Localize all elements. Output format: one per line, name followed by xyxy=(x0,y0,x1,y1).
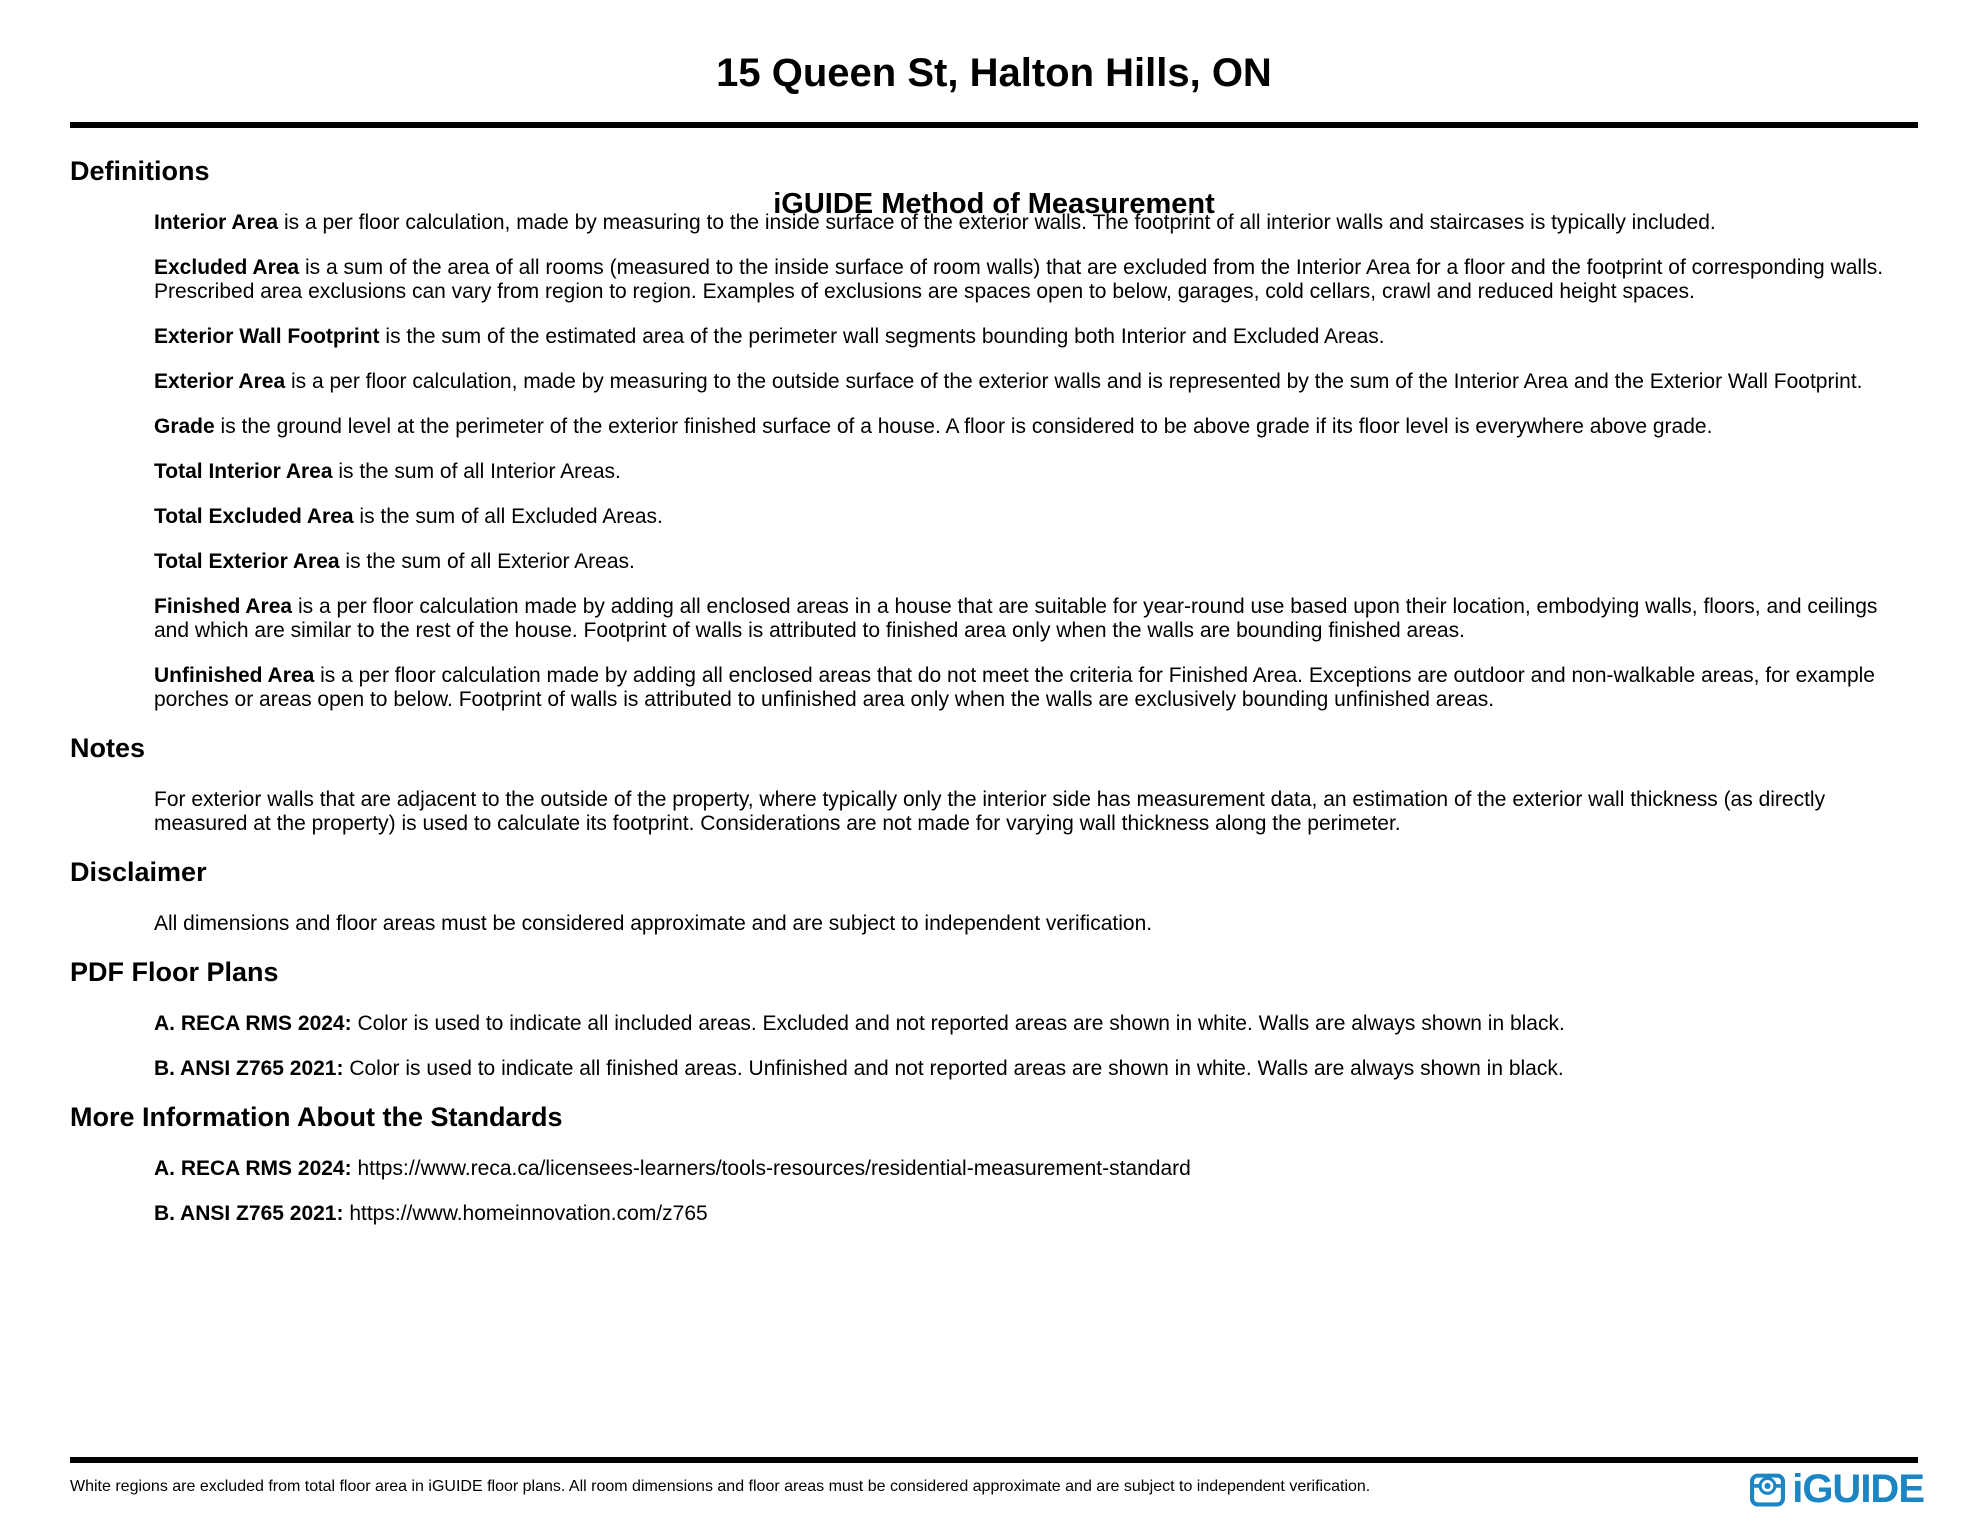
iguide-logo-text: iGUIDE xyxy=(1792,1467,1924,1511)
definition-term: Excluded Area xyxy=(154,256,300,279)
definition-text: is a per floor calculation, made by measuring to the inside surface of the exterior walls. The footprint of all interior walls and staircases is typically included. xyxy=(283,211,1716,234)
method-subtitle: iGUIDE Method of Measurement xyxy=(773,188,1215,220)
definition-text: is the sum of all Exterior Areas. xyxy=(345,550,635,573)
disclaimer-paragraph: All dimensions and floor areas must be considered approximate and are subject to independent verification. xyxy=(154,912,1153,935)
definition-term: Exterior Area xyxy=(154,370,286,393)
notes-heading: Notes xyxy=(70,733,146,763)
definition-text: is a per floor calculation, made by measuring to the outside surface of the exterior walls and is represented by the sum of the Interior Area and the Exterior Wall Footprint. xyxy=(290,370,1863,393)
disclaimer-heading: Disclaimer xyxy=(70,857,207,887)
more-information-heading: More Information About the Standards xyxy=(70,1102,563,1132)
standard-label: A. RECA RMS 2024: xyxy=(154,1157,352,1180)
definition-term: Total Interior Area xyxy=(154,460,333,483)
more-information-item-reca xyxy=(154,1157,1918,1181)
definition-term: Exterior Wall Footprint xyxy=(154,325,380,348)
definition-total-interior-area xyxy=(154,460,1918,484)
standard-text: Color is used to indicate all finished areas. Unfinished and not reported areas are shown in white. Walls are always shown in black. xyxy=(349,1057,1564,1080)
definition-text: is the ground level at the perimeter of the exterior finished surface of a house. A floor is considered to be above grade if its floor level is everywhere above grade. xyxy=(220,415,1713,438)
document-page xyxy=(0,50,1988,1536)
definition-total-excluded-area xyxy=(154,505,1918,529)
notes-paragraph: For exterior walls that are adjacent to the outside of the property, where typically only the interior side has measurement data, an estimation of the exterior wall thickness (as directly measured at the property) is used to calculate its footprint. Considerations are not made for varying wall thickness along the perimeter. xyxy=(154,788,1826,835)
definition-term: Total Exterior Area xyxy=(154,550,340,573)
reca-standard-url[interactable]: https://www.reca.ca/licensees-learners/tools-resources/residential-measurement-standard xyxy=(357,1157,1191,1180)
standard-label: A. RECA RMS 2024: xyxy=(154,1012,352,1035)
definition-exterior-area xyxy=(154,370,1918,394)
definitions-heading: Definitions xyxy=(70,156,210,186)
definition-exterior-wall-footprint xyxy=(154,325,1918,349)
ansi-standard-url[interactable]: https://www.homeinnovation.com/z765 xyxy=(349,1202,708,1225)
definition-text: is a per floor calculation made by adding all enclosed areas in a house that are suitable for year-round use based upon their location, embodying walls, floors, and ceilings and which are similar to the rest of the house. Footprint of walls is attributed to finished area only when the walls are bounding finished areas. xyxy=(154,595,1878,642)
definition-excluded-area xyxy=(154,256,1918,304)
definition-text: is the sum of all Excluded Areas. xyxy=(359,505,663,528)
definition-term: Unfinished Area xyxy=(154,664,315,687)
definition-term: Grade xyxy=(154,415,215,438)
definition-text: is the sum of the estimated area of the perimeter wall segments bounding both Interior and Excluded Areas. xyxy=(385,325,1385,348)
iguide-logo xyxy=(1749,1467,1924,1511)
footer-disclaimer-text: White regions are excluded from total floor area in iGUIDE floor plans. All room dimensions and floor areas must be considered approximate and are subject to independent verification. xyxy=(70,1478,1371,1495)
pdf-floor-plans-item-ansi xyxy=(154,1057,1918,1081)
standard-label: B. ANSI Z765 2021: xyxy=(154,1057,344,1080)
standard-text: Color is used to indicate all included areas. Excluded and not reported areas are shown in white. Walls are always shown in black. xyxy=(357,1012,1565,1035)
page-footer xyxy=(70,1467,1924,1511)
definition-term: Total Excluded Area xyxy=(154,505,354,528)
more-information-item-ansi xyxy=(154,1202,1918,1226)
definition-text: is a sum of the area of all rooms (measured to the inside surface of room walls) that are excluded from the Interior Area for a floor and the footprint of corresponding walls. Prescribed area exclusions can vary from region to region. Examples of exclusions are spaces open to below, garages, cold cellars, crawl and reduced height spaces. xyxy=(154,256,1884,303)
definition-term: Finished Area xyxy=(154,595,293,618)
definition-total-exterior-area xyxy=(154,550,1918,574)
definition-text: is the sum of all Interior Areas. xyxy=(338,460,621,483)
definition-unfinished-area xyxy=(154,664,1918,712)
standard-label: B. ANSI Z765 2021: xyxy=(154,1202,344,1225)
footer-divider xyxy=(70,1457,1918,1463)
header-divider xyxy=(70,122,1918,128)
definition-term: Interior Area xyxy=(154,211,279,234)
pdf-floor-plans-heading: PDF Floor Plans xyxy=(70,957,279,987)
pdf-floor-plans-item-reca xyxy=(154,1012,1918,1036)
iguide-camera-icon xyxy=(1749,1471,1786,1508)
definition-grade xyxy=(154,415,1918,439)
definition-finished-area xyxy=(154,595,1918,643)
page-title: 15 Queen St, Halton Hills, ON xyxy=(716,51,1272,95)
definition-text: is a per floor calculation made by adding all enclosed areas that do not meet the criteria for Finished Area. Exceptions are outdoor and non-walkable areas, for example porches or areas open to below. Footprint of walls is attributed to unfinished area only when the walls are exclusively bounding unfinished areas. xyxy=(154,664,1875,711)
